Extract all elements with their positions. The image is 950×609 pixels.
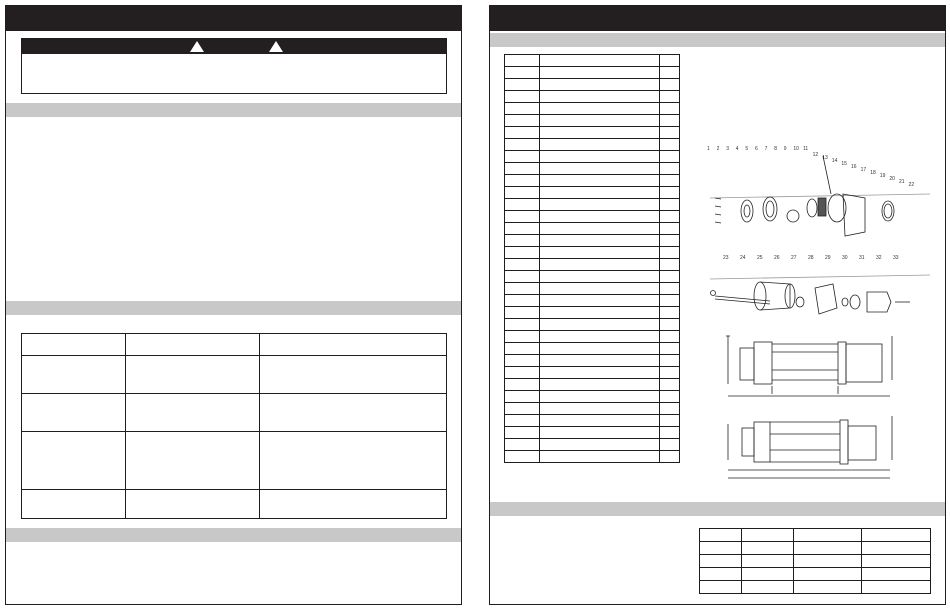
table-cell <box>505 199 540 211</box>
part-number-label: 18 <box>870 170 876 176</box>
table-cell <box>660 283 680 295</box>
table-cell <box>660 199 680 211</box>
dimension-drawing-side <box>720 334 892 404</box>
motor-body <box>846 344 882 382</box>
part-number-label: 28 <box>808 255 814 261</box>
table-cell <box>793 581 861 594</box>
table-row <box>505 55 680 67</box>
table-cell <box>505 79 540 91</box>
table-cell <box>540 295 660 307</box>
table-cell <box>700 542 742 555</box>
table-cell <box>540 199 660 211</box>
part-number-label: 6 <box>755 146 758 152</box>
table-row <box>22 356 447 394</box>
table-cell <box>660 175 680 187</box>
table-row <box>505 355 680 367</box>
table-cell <box>540 247 660 259</box>
warning-triangle-icon <box>190 41 204 52</box>
table-row <box>505 199 680 211</box>
section-bar-2 <box>6 301 461 315</box>
table-row <box>505 379 680 391</box>
part-number-label: 16 <box>851 164 857 170</box>
table-cell <box>505 379 540 391</box>
section-bar-1 <box>6 103 461 117</box>
table-cell <box>660 67 680 79</box>
dimension-drawing-top <box>720 414 892 484</box>
table-cell <box>540 259 660 271</box>
table-cell <box>660 115 680 127</box>
part-number-label: 4 <box>735 146 739 152</box>
table-cell <box>742 555 794 568</box>
table-cell <box>505 187 540 199</box>
table-cell <box>505 211 540 223</box>
left-header-bar <box>6 6 461 31</box>
table-cell <box>540 271 660 283</box>
specifications-table <box>699 528 931 594</box>
table-row <box>505 163 680 175</box>
table-cell <box>505 283 540 295</box>
table-cell <box>505 55 540 67</box>
table-cell <box>660 415 680 427</box>
part-number-label: 14 <box>831 158 838 164</box>
table-cell <box>505 319 540 331</box>
part-number-label: 2 <box>716 146 720 152</box>
table-cell <box>540 235 660 247</box>
table-row <box>22 394 447 432</box>
table-cell <box>660 451 680 463</box>
part-number-label: 19 <box>879 173 886 179</box>
table-row <box>700 568 931 581</box>
warning-triangle-icon <box>269 41 283 52</box>
table-cell <box>540 115 660 127</box>
table-cell <box>540 427 660 439</box>
table-cell <box>505 91 540 103</box>
table-row <box>505 439 680 451</box>
table-cell <box>505 307 540 319</box>
gear-part <box>787 210 799 222</box>
table-cell <box>505 223 540 235</box>
table-cell <box>540 391 660 403</box>
part-numbers-row2 <box>723 255 899 261</box>
table-cell <box>540 187 660 199</box>
part-number-label: 29 <box>825 255 831 261</box>
part-number-label: 32 <box>876 255 882 261</box>
table-row <box>505 139 680 151</box>
table-cell <box>660 355 680 367</box>
table-cell <box>540 211 660 223</box>
part-number-label: 9 <box>783 146 787 152</box>
part-number-label: 7 <box>764 146 768 152</box>
table-row <box>505 367 680 379</box>
table-cell <box>660 343 680 355</box>
table-row <box>505 211 680 223</box>
table-cell <box>540 91 660 103</box>
part-number-label: 11 <box>803 146 809 152</box>
table-cell <box>700 529 742 542</box>
table-cell <box>540 379 660 391</box>
table-cell <box>505 439 540 451</box>
part-number-label: 21 <box>899 179 905 185</box>
part-number-label: 15 <box>841 161 847 167</box>
table-cell <box>505 259 540 271</box>
section-bar-3 <box>6 528 461 542</box>
right-page <box>489 5 946 605</box>
part-number-label: 25 <box>757 255 763 261</box>
table-row <box>505 283 680 295</box>
part-number-label: 26 <box>774 255 780 261</box>
table-cell <box>660 271 680 283</box>
table-cell <box>660 379 680 391</box>
part-number-label: 23 <box>723 255 729 261</box>
table-cell <box>660 439 680 451</box>
table-row <box>505 331 680 343</box>
table-cell <box>540 223 660 235</box>
table-row <box>505 115 680 127</box>
table-cell <box>660 55 680 67</box>
table-row <box>505 67 680 79</box>
table-cell <box>861 555 931 568</box>
part-number-label: 24 <box>740 255 746 261</box>
drum-flange-part <box>754 282 766 310</box>
table-cell <box>505 271 540 283</box>
table-cell <box>660 151 680 163</box>
table-cell <box>540 307 660 319</box>
table-cell <box>540 331 660 343</box>
part-number-label: 20 <box>889 176 895 182</box>
table-row <box>505 151 680 163</box>
table-cell <box>793 555 861 568</box>
part-number-label: 13 <box>822 155 828 161</box>
table-cell <box>505 343 540 355</box>
warning-header <box>22 39 446 54</box>
table-row <box>700 555 931 568</box>
table-cell <box>505 175 540 187</box>
table-cell <box>540 415 660 427</box>
table-cell <box>660 223 680 235</box>
table-cell <box>861 542 931 555</box>
table-row <box>505 235 680 247</box>
part-number-label: 8 <box>774 146 777 152</box>
table-cell <box>660 427 680 439</box>
part-number-label: 5 <box>745 146 749 152</box>
table-cell <box>540 367 660 379</box>
table-cell <box>700 555 742 568</box>
table-row <box>22 432 447 490</box>
table-row <box>505 259 680 271</box>
table-row <box>505 91 680 103</box>
table-row <box>505 247 680 259</box>
housing-part <box>843 194 865 236</box>
table-cell <box>660 163 680 175</box>
left-page <box>5 5 462 605</box>
table-cell <box>505 139 540 151</box>
motor-part <box>867 292 891 312</box>
part-number-label: 10 <box>793 146 799 152</box>
table-cell <box>540 55 660 67</box>
part-number-label: 3 <box>726 146 729 152</box>
table-cell <box>505 427 540 439</box>
table-cell <box>505 163 540 175</box>
part-numbers-row1 <box>707 146 914 188</box>
part-number-label: 12 <box>812 152 819 158</box>
table-cell <box>660 247 680 259</box>
table-row <box>505 391 680 403</box>
table-row <box>22 490 447 519</box>
part-number-label: 31 <box>859 255 865 261</box>
table-row <box>505 127 680 139</box>
table-cell <box>660 79 680 91</box>
table-cell <box>793 529 861 542</box>
table-cell <box>540 175 660 187</box>
table-cell <box>660 403 680 415</box>
table-cell <box>660 367 680 379</box>
table-cell <box>660 127 680 139</box>
table-row <box>505 307 680 319</box>
part-number-label: 33 <box>893 255 899 261</box>
table-cell <box>540 355 660 367</box>
table-cell <box>505 331 540 343</box>
table-cell <box>861 581 931 594</box>
table-row <box>505 319 680 331</box>
table-cell <box>540 67 660 79</box>
table-cell <box>660 307 680 319</box>
table-cell <box>660 211 680 223</box>
table-cell <box>540 163 660 175</box>
warning-box <box>21 38 447 94</box>
table-cell <box>660 391 680 403</box>
right-header-bar <box>490 6 945 31</box>
part-number-label: 17 <box>860 167 867 173</box>
part-number-label: 27 <box>791 255 797 261</box>
table-cell <box>540 127 660 139</box>
table-cell <box>540 283 660 295</box>
table-cell <box>793 542 861 555</box>
table-cell <box>540 319 660 331</box>
table-row <box>505 103 680 115</box>
parts-list-table <box>504 54 680 463</box>
table-cell <box>540 79 660 91</box>
table-cell <box>540 451 660 463</box>
exploded-parts-diagram <box>705 136 935 321</box>
table-cell <box>540 139 660 151</box>
table-row <box>700 542 931 555</box>
table-row <box>505 427 680 439</box>
table-cell <box>700 568 742 581</box>
table-cell <box>540 439 660 451</box>
table-cell <box>660 103 680 115</box>
table-row <box>22 334 447 356</box>
table-cell <box>660 259 680 271</box>
table-cell <box>505 127 540 139</box>
section-bar-parts <box>490 33 945 47</box>
table-row <box>505 415 680 427</box>
table-cell <box>540 403 660 415</box>
troubleshooting-table <box>21 333 447 519</box>
table-row <box>505 79 680 91</box>
table-cell <box>540 103 660 115</box>
table-row <box>505 271 680 283</box>
table-row <box>700 529 931 542</box>
section-bar-specs <box>490 502 945 516</box>
end-bracket-part <box>815 284 837 314</box>
table-cell <box>540 151 660 163</box>
table-cell <box>660 187 680 199</box>
table-cell <box>505 235 540 247</box>
part-number-label: 1 <box>707 146 710 152</box>
table-cell <box>505 67 540 79</box>
table-cell <box>505 115 540 127</box>
table-cell <box>660 235 680 247</box>
table-row <box>505 451 680 463</box>
table-row <box>505 295 680 307</box>
motor-body <box>848 426 876 460</box>
table-cell <box>505 295 540 307</box>
table-cell <box>505 391 540 403</box>
table-cell <box>505 415 540 427</box>
table-row <box>505 343 680 355</box>
table-row <box>505 403 680 415</box>
table-cell <box>505 355 540 367</box>
part-number-label: 30 <box>842 255 848 261</box>
part-number-label: 22 <box>908 182 915 188</box>
table-cell <box>660 295 680 307</box>
table-cell <box>505 247 540 259</box>
table-row <box>700 581 931 594</box>
table-cell <box>861 529 931 542</box>
table-row <box>505 175 680 187</box>
table-cell <box>861 568 931 581</box>
table-cell <box>505 103 540 115</box>
table-cell <box>660 91 680 103</box>
table-cell <box>700 581 742 594</box>
table-cell <box>742 529 794 542</box>
table-cell <box>540 343 660 355</box>
table-cell <box>660 319 680 331</box>
table-row <box>505 187 680 199</box>
table-row <box>505 223 680 235</box>
table-cell <box>505 451 540 463</box>
table-cell <box>505 403 540 415</box>
table-cell <box>660 331 680 343</box>
table-cell <box>742 568 794 581</box>
table-cell <box>742 542 794 555</box>
table-cell <box>505 151 540 163</box>
table-cell <box>505 367 540 379</box>
table-cell <box>742 581 794 594</box>
table-cell <box>660 139 680 151</box>
table-cell <box>793 568 861 581</box>
end-cap-part <box>741 200 753 222</box>
